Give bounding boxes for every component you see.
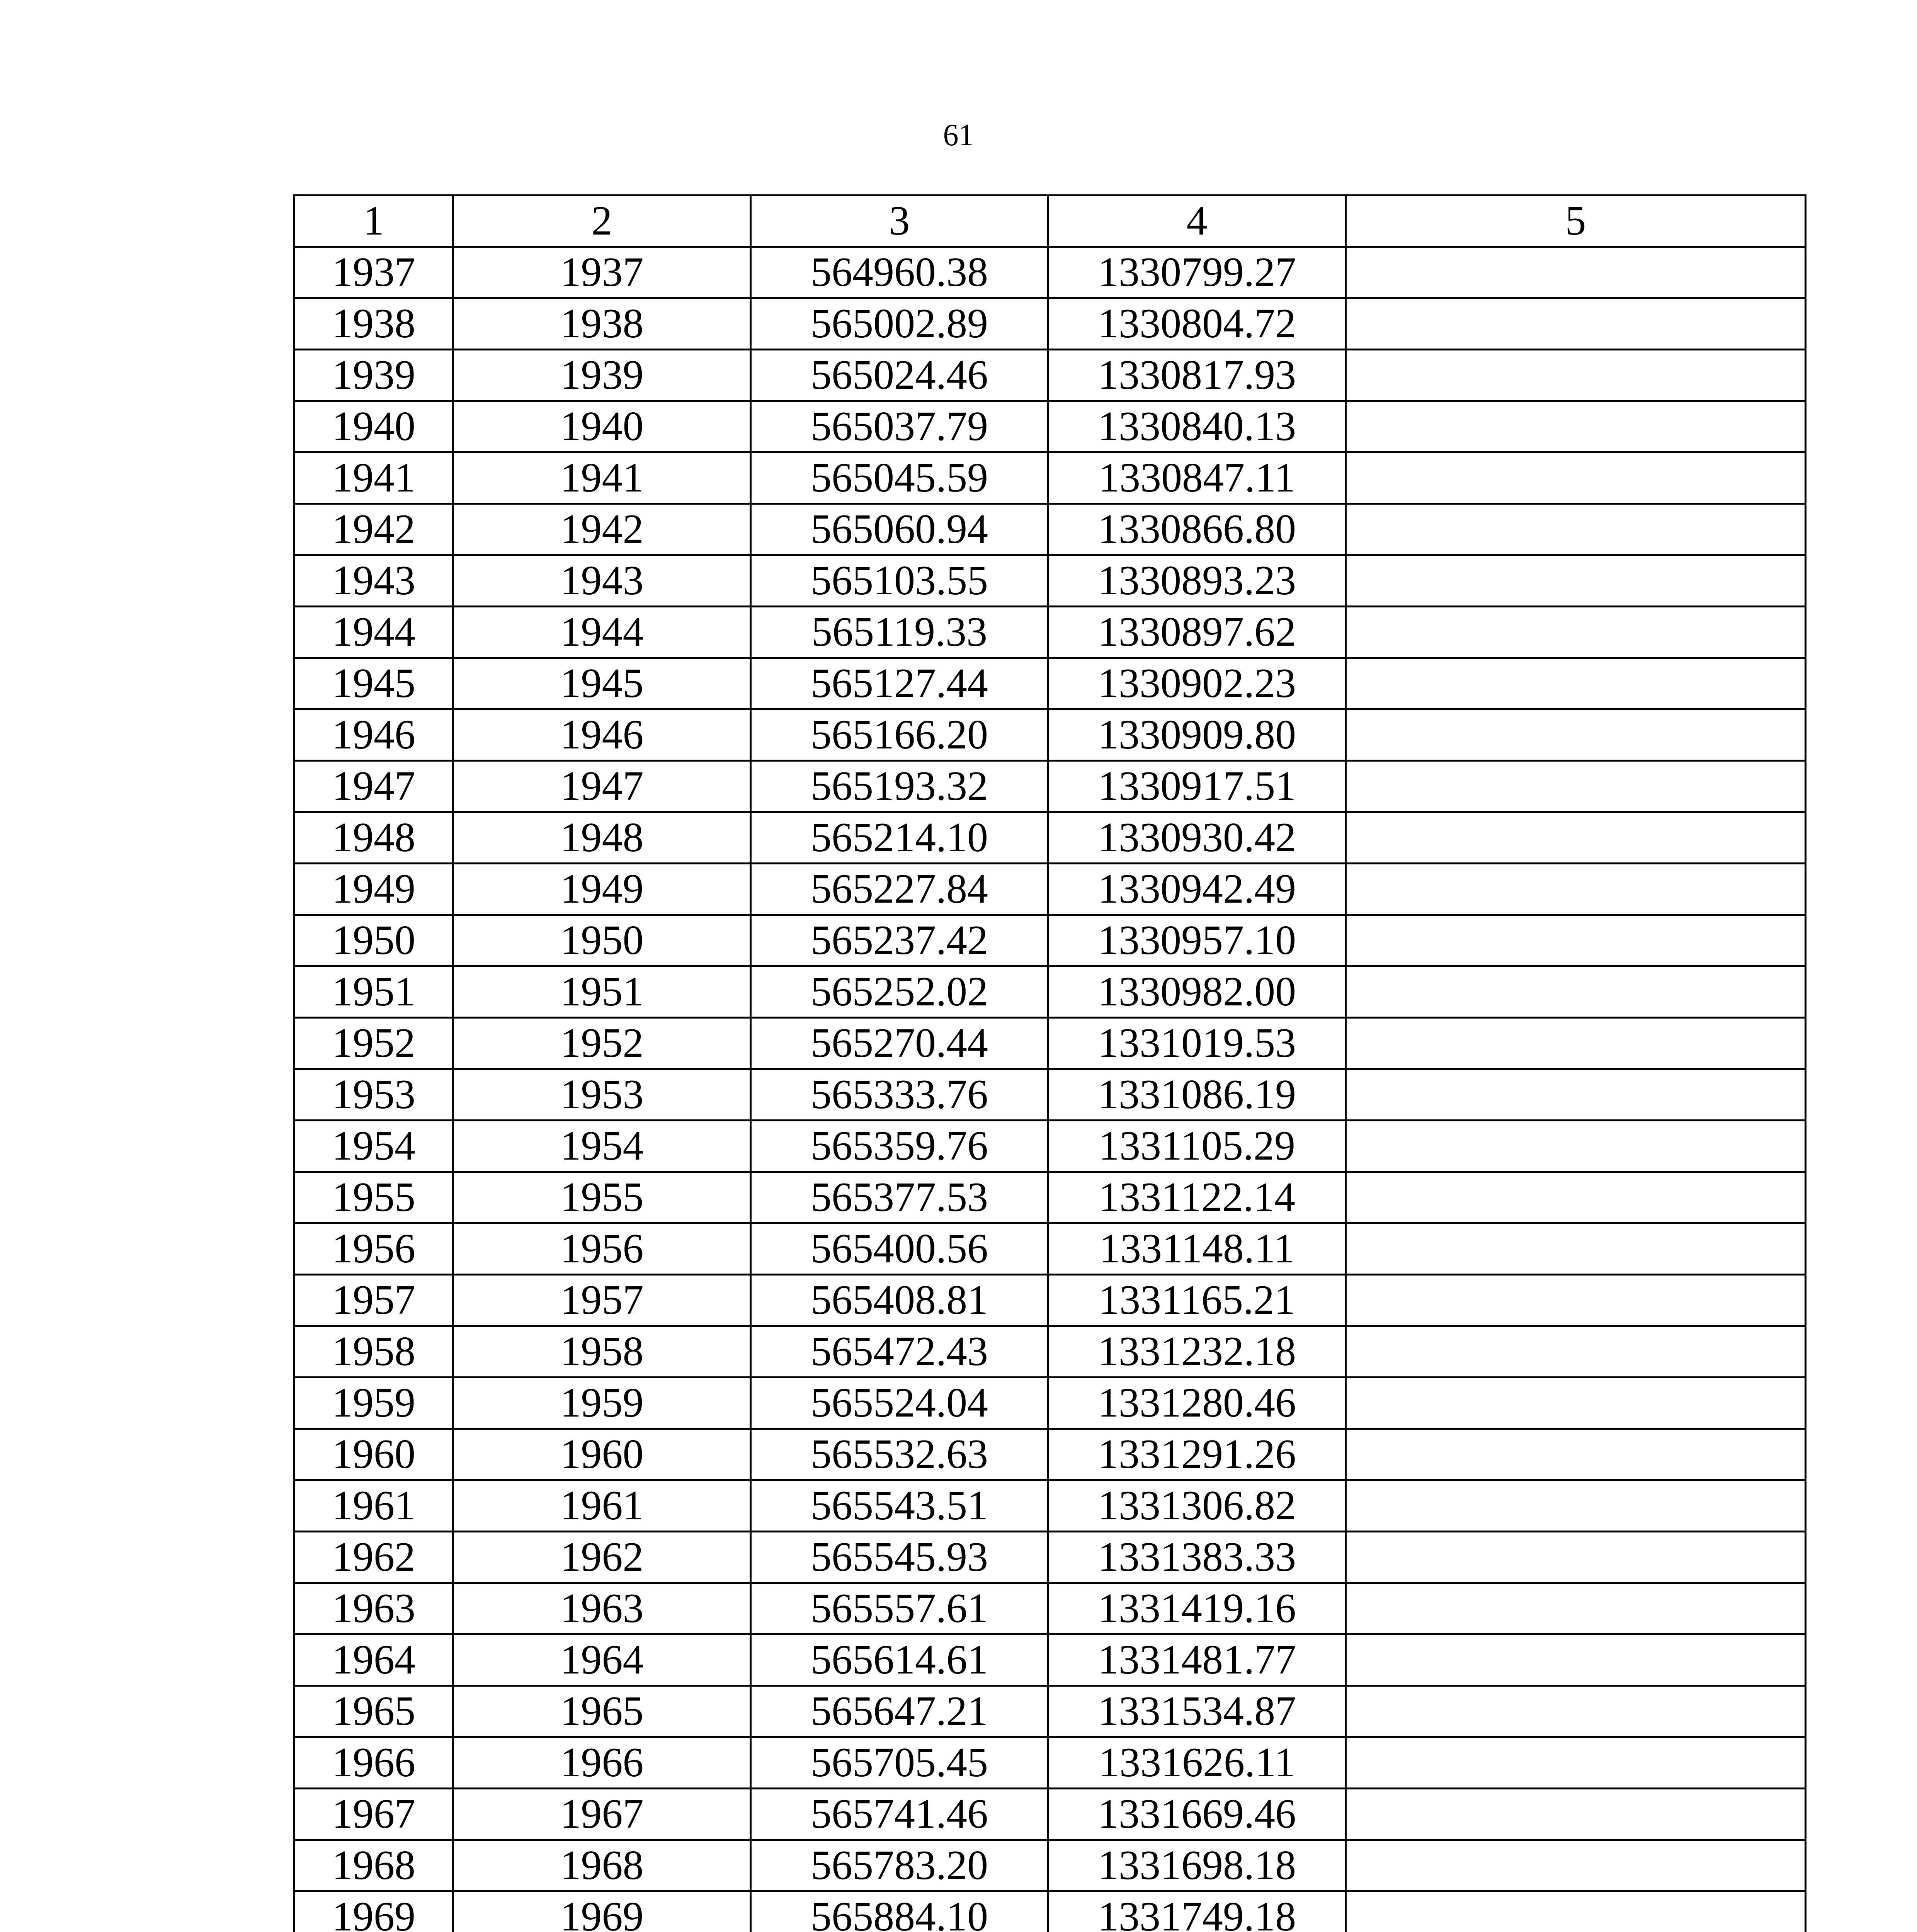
- x-coordinate-cell: 565545.93: [751, 1532, 1048, 1583]
- y-coordinate-cell: 1331122.14: [1048, 1172, 1346, 1223]
- table-row: [294, 401, 1806, 452]
- table-row: [294, 247, 1806, 298]
- point-id-cell: 1954: [453, 1121, 751, 1172]
- x-coordinate-cell: 565045.59: [751, 452, 1048, 504]
- point-number-cell: 1939: [294, 350, 453, 401]
- point-id-cell: 1964: [453, 1634, 751, 1686]
- y-coordinate-cell: 1331291.26: [1048, 1429, 1346, 1480]
- point-id-cell: 1967: [453, 1789, 751, 1840]
- x-coordinate-cell: 565270.44: [751, 1018, 1048, 1069]
- note-cell: [1346, 1891, 1806, 1932]
- table-row: [294, 915, 1806, 966]
- table-row: [294, 1634, 1806, 1686]
- y-coordinate-cell: 1331148.11: [1048, 1223, 1346, 1275]
- table-row: [294, 658, 1806, 709]
- note-cell: [1346, 761, 1806, 812]
- point-number-cell: 1957: [294, 1275, 453, 1326]
- x-coordinate-cell: 565783.20: [751, 1840, 1048, 1891]
- point-id-cell: 1943: [453, 555, 751, 607]
- note-cell: [1346, 709, 1806, 761]
- y-coordinate-cell: 1330893.23: [1048, 555, 1346, 607]
- point-number-cell: 1937: [294, 247, 453, 298]
- point-id-cell: 1966: [453, 1737, 751, 1789]
- x-coordinate-cell: 565024.46: [751, 350, 1048, 401]
- note-cell: [1346, 1121, 1806, 1172]
- table-row: [294, 1223, 1806, 1275]
- x-coordinate-cell: 565524.04: [751, 1378, 1048, 1429]
- note-cell: [1346, 1378, 1806, 1429]
- y-coordinate-cell: 1330930.42: [1048, 812, 1346, 864]
- table-row: [294, 709, 1806, 761]
- point-id-cell: 1959: [453, 1378, 751, 1429]
- point-id-cell: 1948: [453, 812, 751, 864]
- point-id-cell: 1963: [453, 1583, 751, 1634]
- note-cell: [1346, 1840, 1806, 1891]
- point-id-cell: 1940: [453, 401, 751, 452]
- table-row: [294, 966, 1806, 1018]
- point-id-cell: 1955: [453, 1172, 751, 1223]
- point-id-cell: 1953: [453, 1069, 751, 1121]
- point-number-cell: 1951: [294, 966, 453, 1018]
- note-cell: [1346, 1018, 1806, 1069]
- table-row: [294, 1018, 1806, 1069]
- point-number-cell: 1967: [294, 1789, 453, 1840]
- table-row: [294, 1891, 1806, 1932]
- point-number-cell: 1941: [294, 452, 453, 504]
- x-coordinate-cell: 565252.02: [751, 966, 1048, 1018]
- y-coordinate-cell: 1331419.16: [1048, 1583, 1346, 1634]
- point-number-cell: 1962: [294, 1532, 453, 1583]
- note-cell: [1346, 966, 1806, 1018]
- point-number-cell: 1964: [294, 1634, 453, 1686]
- note-cell: [1346, 1686, 1806, 1737]
- note-cell: [1346, 1634, 1806, 1686]
- x-coordinate-cell: 565227.84: [751, 864, 1048, 915]
- note-cell: [1346, 1583, 1806, 1634]
- point-number-cell: 1940: [294, 401, 453, 452]
- point-number-cell: 1961: [294, 1480, 453, 1532]
- y-coordinate-cell: 1330917.51: [1048, 761, 1346, 812]
- table-row: [294, 1326, 1806, 1378]
- table-row: [294, 1378, 1806, 1429]
- point-number-cell: 1946: [294, 709, 453, 761]
- table-row: [294, 555, 1806, 607]
- point-id-cell: 1949: [453, 864, 751, 915]
- header-cell-3: 3: [751, 196, 1048, 247]
- x-coordinate-cell: 565705.45: [751, 1737, 1048, 1789]
- x-coordinate-cell: 565333.76: [751, 1069, 1048, 1121]
- point-id-cell: 1956: [453, 1223, 751, 1275]
- note-cell: [1346, 864, 1806, 915]
- y-coordinate-cell: 1330840.13: [1048, 401, 1346, 452]
- table-row: [294, 1172, 1806, 1223]
- point-number-cell: 1965: [294, 1686, 453, 1737]
- table-row: [294, 761, 1806, 812]
- x-coordinate-cell: 565002.89: [751, 298, 1048, 350]
- y-coordinate-cell: 1331306.82: [1048, 1480, 1346, 1532]
- x-coordinate-cell: 565557.61: [751, 1583, 1048, 1634]
- y-coordinate-cell: 1331165.21: [1048, 1275, 1346, 1326]
- table-row: [294, 1737, 1806, 1789]
- point-number-cell: 1944: [294, 607, 453, 658]
- x-coordinate-cell: 565647.21: [751, 1686, 1048, 1737]
- note-cell: [1346, 1172, 1806, 1223]
- point-number-cell: 1969: [294, 1891, 453, 1932]
- x-coordinate-cell: 565472.43: [751, 1326, 1048, 1378]
- table-row: [294, 1532, 1806, 1583]
- x-coordinate-cell: 565237.42: [751, 915, 1048, 966]
- table-row: [294, 812, 1806, 864]
- note-cell: [1346, 607, 1806, 658]
- note-cell: [1346, 1223, 1806, 1275]
- point-number-cell: 1966: [294, 1737, 453, 1789]
- point-id-cell: 1951: [453, 966, 751, 1018]
- y-coordinate-cell: 1330804.72: [1048, 298, 1346, 350]
- point-id-cell: 1946: [453, 709, 751, 761]
- note-cell: [1346, 1789, 1806, 1840]
- y-coordinate-cell: 1331383.33: [1048, 1532, 1346, 1583]
- x-coordinate-cell: 565119.33: [751, 607, 1048, 658]
- point-id-cell: 1965: [453, 1686, 751, 1737]
- point-id-cell: 1941: [453, 452, 751, 504]
- table-body: [294, 196, 1806, 1932]
- y-coordinate-cell: 1330897.62: [1048, 607, 1346, 658]
- point-number-cell: 1938: [294, 298, 453, 350]
- y-coordinate-cell: 1331105.29: [1048, 1121, 1346, 1172]
- y-coordinate-cell: 1331749.18: [1048, 1891, 1346, 1932]
- y-coordinate-cell: 1330942.49: [1048, 864, 1346, 915]
- point-number-cell: 1955: [294, 1172, 453, 1223]
- x-coordinate-cell: 564960.38: [751, 247, 1048, 298]
- x-coordinate-cell: 565193.32: [751, 761, 1048, 812]
- x-coordinate-cell: 565060.94: [751, 504, 1048, 555]
- x-coordinate-cell: 565884.10: [751, 1891, 1048, 1932]
- point-id-cell: 1969: [453, 1891, 751, 1932]
- table-row: [294, 1583, 1806, 1634]
- x-coordinate-cell: 565543.51: [751, 1480, 1048, 1532]
- point-id-cell: 1945: [453, 658, 751, 709]
- y-coordinate-cell: 1330909.80: [1048, 709, 1346, 761]
- x-coordinate-cell: 565741.46: [751, 1789, 1048, 1840]
- y-coordinate-cell: 1331626.11: [1048, 1737, 1346, 1789]
- y-coordinate-cell: 1331019.53: [1048, 1018, 1346, 1069]
- y-coordinate-cell: 1331669.46: [1048, 1789, 1346, 1840]
- note-cell: [1346, 1737, 1806, 1789]
- note-cell: [1346, 452, 1806, 504]
- point-number-cell: 1954: [294, 1121, 453, 1172]
- point-id-cell: 1952: [453, 1018, 751, 1069]
- y-coordinate-cell: 1331232.18: [1048, 1326, 1346, 1378]
- x-coordinate-cell: 565377.53: [751, 1172, 1048, 1223]
- point-number-cell: 1952: [294, 1018, 453, 1069]
- note-cell: [1346, 1275, 1806, 1326]
- table-row: [294, 1121, 1806, 1172]
- note-cell: [1346, 1429, 1806, 1480]
- point-number-cell: 1942: [294, 504, 453, 555]
- note-cell: [1346, 1069, 1806, 1121]
- point-number-cell: 1943: [294, 555, 453, 607]
- x-coordinate-cell: 565103.55: [751, 555, 1048, 607]
- point-number-cell: 1945: [294, 658, 453, 709]
- note-cell: [1346, 1532, 1806, 1583]
- point-id-cell: 1947: [453, 761, 751, 812]
- note-cell: [1346, 504, 1806, 555]
- table-row: [294, 452, 1806, 504]
- y-coordinate-cell: 1330799.27: [1048, 247, 1346, 298]
- x-coordinate-cell: 565214.10: [751, 812, 1048, 864]
- table-row: [294, 864, 1806, 915]
- table-row: [294, 1275, 1806, 1326]
- x-coordinate-cell: 565037.79: [751, 401, 1048, 452]
- y-coordinate-cell: 1331280.46: [1048, 1378, 1346, 1429]
- page-number: 61: [943, 118, 974, 152]
- point-number-cell: 1947: [294, 761, 453, 812]
- note-cell: [1346, 915, 1806, 966]
- x-coordinate-cell: 565127.44: [751, 658, 1048, 709]
- point-number-cell: 1960: [294, 1429, 453, 1480]
- header-cell-2: 2: [453, 196, 751, 247]
- table-row: [294, 1840, 1806, 1891]
- x-coordinate-cell: 565532.63: [751, 1429, 1048, 1480]
- header-cell-5: 5: [1346, 196, 1806, 247]
- point-number-cell: 1953: [294, 1069, 453, 1121]
- x-coordinate-cell: 565614.61: [751, 1634, 1048, 1686]
- note-cell: [1346, 401, 1806, 452]
- note-cell: [1346, 555, 1806, 607]
- note-cell: [1346, 298, 1806, 350]
- table-row: [294, 350, 1806, 401]
- y-coordinate-cell: 1330982.00: [1048, 966, 1346, 1018]
- point-id-cell: 1942: [453, 504, 751, 555]
- point-id-cell: 1937: [453, 247, 751, 298]
- point-id-cell: 1962: [453, 1532, 751, 1583]
- y-coordinate-cell: 1331534.87: [1048, 1686, 1346, 1737]
- y-coordinate-cell: 1330847.11: [1048, 452, 1346, 504]
- table-row: [294, 504, 1806, 555]
- table-row: [294, 1069, 1806, 1121]
- note-cell: [1346, 658, 1806, 709]
- y-coordinate-cell: 1331698.18: [1048, 1840, 1346, 1891]
- coordinates-table: [293, 194, 1806, 1932]
- point-number-cell: 1950: [294, 915, 453, 966]
- note-cell: [1346, 812, 1806, 864]
- header-cell-4: 4: [1048, 196, 1346, 247]
- point-id-cell: 1950: [453, 915, 751, 966]
- x-coordinate-cell: 565408.81: [751, 1275, 1048, 1326]
- point-number-cell: 1959: [294, 1378, 453, 1429]
- table-row: [294, 1480, 1806, 1532]
- table-row: [294, 1686, 1806, 1737]
- x-coordinate-cell: 565166.20: [751, 709, 1048, 761]
- table-header-row: [294, 196, 1806, 247]
- y-coordinate-cell: 1330817.93: [1048, 350, 1346, 401]
- point-id-cell: 1960: [453, 1429, 751, 1480]
- point-number-cell: 1948: [294, 812, 453, 864]
- point-id-cell: 1944: [453, 607, 751, 658]
- point-id-cell: 1961: [453, 1480, 751, 1532]
- y-coordinate-cell: 1331086.19: [1048, 1069, 1346, 1121]
- point-number-cell: 1968: [294, 1840, 453, 1891]
- table-row: [294, 1789, 1806, 1840]
- y-coordinate-cell: 1330866.80: [1048, 504, 1346, 555]
- point-id-cell: 1939: [453, 350, 751, 401]
- note-cell: [1346, 350, 1806, 401]
- y-coordinate-cell: 1331481.77: [1048, 1634, 1346, 1686]
- point-id-cell: 1958: [453, 1326, 751, 1378]
- header-cell-1: 1: [294, 196, 453, 247]
- point-number-cell: 1963: [294, 1583, 453, 1634]
- y-coordinate-cell: 1330902.23: [1048, 658, 1346, 709]
- point-number-cell: 1958: [294, 1326, 453, 1378]
- table-row: [294, 607, 1806, 658]
- table-row: [294, 1429, 1806, 1480]
- point-id-cell: 1957: [453, 1275, 751, 1326]
- point-number-cell: 1949: [294, 864, 453, 915]
- point-number-cell: 1956: [294, 1223, 453, 1275]
- point-id-cell: 1968: [453, 1840, 751, 1891]
- note-cell: [1346, 1480, 1806, 1532]
- x-coordinate-cell: 565359.76: [751, 1121, 1048, 1172]
- x-coordinate-cell: 565400.56: [751, 1223, 1048, 1275]
- table-row: [294, 298, 1806, 350]
- y-coordinate-cell: 1330957.10: [1048, 915, 1346, 966]
- note-cell: [1346, 1326, 1806, 1378]
- note-cell: [1346, 247, 1806, 298]
- point-id-cell: 1938: [453, 298, 751, 350]
